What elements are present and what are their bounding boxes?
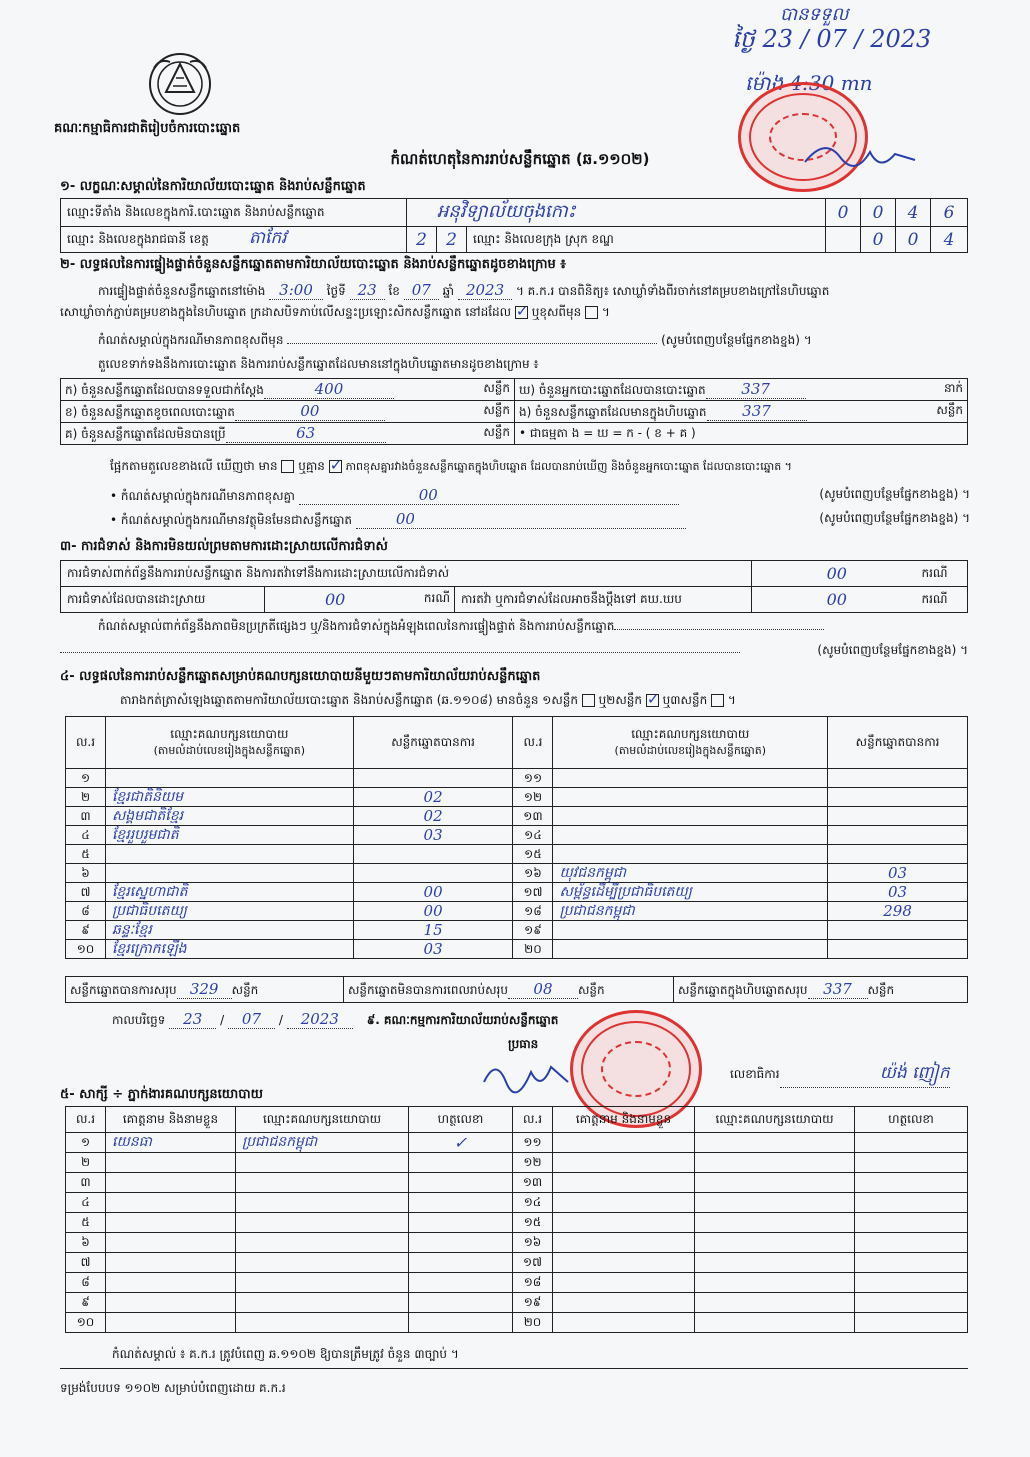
result-votes-right: 03 (828, 883, 968, 902)
result-party-left (105, 845, 353, 864)
witness-sign-right (855, 1193, 968, 1213)
organization-name: គណៈកម្មាធិការជាតិរៀបចំការបោះឆ្នោត (54, 121, 241, 136)
witness-name-right (553, 1273, 695, 1293)
total-valid: សន្លឹកឆ្នោតបានការសរុប 329 សន្លឹក (66, 977, 344, 1003)
witness-row (66, 1193, 968, 1213)
result-row (66, 788, 968, 807)
result-votes-right (828, 769, 968, 788)
witness-sign-left (409, 1173, 513, 1193)
witness-no-right: ២០ (513, 1313, 553, 1333)
witness-row (66, 1253, 968, 1273)
form-footer-note: ទម្រង់បែបបទ ១១០២ សម្រាប់បំពេញដោយ គ.ក.រ (60, 1381, 286, 1395)
result-votes-left: 00 (353, 883, 513, 902)
result-row (66, 883, 968, 902)
objection-row-1-label: ការជំទាស់ពាក់ព័ន្ធនឹងការរាប់សន្លឹកឆ្នោត និងការតវ៉ាទៅនឹងការដោះស្រាយលើការជំទាស់ (61, 561, 752, 587)
verification-time: 3:00 (269, 281, 323, 300)
witness-row (66, 1173, 968, 1193)
witness-name-left (106, 1273, 236, 1293)
witness-row (66, 1313, 968, 1333)
result-row (66, 807, 968, 826)
witness-name-left (106, 1313, 236, 1333)
result-no-right: ១៦ (513, 864, 553, 883)
witness-sign-right (855, 1253, 968, 1273)
verification-year: 2023 (458, 281, 512, 300)
tally-sheet-count-line: តារាងកត់ត្រាសំឡេងឆ្នោតតាមការិយាល័យបោះឆ្នោត និងរាប់សន្លឹកឆ្នោត (ឆ.១១០៨) មានចំនួន ១សន្លឹក ឬ២សន្លឹក ✓ ឬ៣សន្លឹក ។ (120, 692, 736, 710)
totals-table (65, 976, 968, 1003)
witness-party-left (236, 1273, 409, 1293)
figure-ko: គ) ចំនួនសន្លឹកឆ្នោតដែលមិនបានប្រើ 63 សន្លឹក (61, 423, 515, 445)
station-digit-2: 0 (861, 199, 896, 227)
witness-no-right: ១៦ (513, 1233, 553, 1253)
form-title: កំណត់ហេតុនៃការរាប់សន្លឹកឆ្នោត (ឆ.១១០២) (390, 150, 650, 168)
witness-sign-right (855, 1153, 968, 1173)
witness-row (66, 1293, 968, 1313)
objection-resolved-label: ការជំទាស់ដែលបានដោះស្រាយ (61, 587, 265, 613)
result-party-right: យុវជនកម្ពុជា (553, 864, 828, 883)
report-date-line: កាលបរិច្ឆេទ 23 / 07 / 2023 ៩. គណៈកម្មការការិយាល័យរាប់សន្លឹកឆ្នោត (112, 1010, 559, 1028)
result-votes-left (353, 845, 513, 864)
result-votes-left: 03 (353, 940, 513, 959)
section-3-heading: ៣- ការជំទាស់ និងការមិនយល់ព្រមតាមការដោះស្រាយលើការជំទាស់ (60, 539, 388, 554)
witness-party-right (695, 1233, 855, 1253)
result-votes-right (828, 807, 968, 826)
objection-row-1-value: 00 (752, 561, 922, 587)
witness-name-right (553, 1193, 695, 1213)
result-party-left: ខ្មែរក្រោកឡើង (105, 940, 353, 959)
witness-no-right: ១២ (513, 1153, 553, 1173)
verification-paragraph: ការផ្ទៀងផ្ទាត់ចំនួនសន្លឹកឆ្នោតនៅម៉ោង 3:00 ថ្ងៃទី 23 ខែ 07 ឆ្នាំ 2023 ។ គ.ក.រ បានពិនិត្យ៖ សោឃ្លាំទាំងពីរចាក់នៅគម្របខាងក្រៅនៃហិបឆ្នោត (98, 281, 830, 299)
nec-emblem-logo (140, 48, 220, 120)
handwritten-received-date: ថ្ងៃ 23 / 07 / 2023 (732, 25, 932, 53)
ballot-figures-table (60, 378, 968, 445)
result-row (66, 940, 968, 959)
witness-party-right (695, 1133, 855, 1153)
party-results-table (65, 716, 968, 959)
figure-kha: ខ) ចំនួនសន្លឹកឆ្នោតខូចពេលបោះឆ្នោត 00 សន្លឹក (61, 401, 515, 423)
commune-digit-1: 0 (861, 227, 896, 253)
result-votes-left: 02 (353, 788, 513, 807)
witness-no-left: ៦ (66, 1233, 106, 1253)
result-no-left: ៨ (66, 902, 106, 921)
witness-party-left (236, 1213, 409, 1233)
result-votes-left (353, 769, 513, 788)
result-row (66, 826, 968, 845)
result-votes-right (828, 940, 968, 959)
figure-ngo: ង) ចំនួនសន្លឹកឆ្នោតដែលមានក្នុងហិបឆ្នោត 337 សន្លឹក (515, 401, 968, 423)
witness-party-left (236, 1153, 409, 1173)
witness-name-right (553, 1293, 695, 1313)
result-no-left: ៣ (66, 807, 106, 826)
witness-name-left (106, 1213, 236, 1233)
witness-party-right (695, 1313, 855, 1333)
total-in-box: សន្លឹកឆ្នោតក្នុងហិបឆ្នោតសរុប 337 សន្លឹក (674, 977, 968, 1003)
witness-sign-left (409, 1253, 513, 1273)
witness-row (66, 1233, 968, 1253)
result-party-left: ឆន្ទៈខ្មែរ (105, 921, 353, 940)
result-party-right (553, 826, 828, 845)
witness-row (66, 1273, 968, 1293)
witness-no-left: ៣ (66, 1173, 106, 1193)
difference-check-line: ផ្អែកតាមតួលេខខាងលើ ឃើញថា មាន ឬគ្មាន ✓ ភាពខុសគ្នារវាងចំនួនសន្លឹកឆ្នោតក្នុងហិបឆ្នោត ដែលបានរាប់ឃើញ និងចំនួនអ្នកបោះឆ្នោត ដែលបានបោះឆ្នោត ។ (110, 458, 970, 476)
witness-name-right (553, 1173, 695, 1193)
result-party-right (553, 769, 828, 788)
same-as-before-checkbox[interactable] (515, 306, 528, 319)
province-num-1: 2 (407, 227, 437, 253)
province-label: ឈ្មោះ និងលេខក្នុងរាជធានី ខេត្ត តាកែវ (61, 227, 407, 253)
section-1-heading: ១- លក្ខណៈសម្គាល់នៃការិយាល័យបោះឆ្នោត និងរាប់សន្លឹកឆ្នោត (60, 179, 366, 194)
commune-blank (826, 227, 861, 253)
result-votes-left: 02 (353, 807, 513, 826)
witness-no-left: ៨ (66, 1273, 106, 1293)
result-row (66, 845, 968, 864)
col-votes-left: សន្លឹកឆ្នោតបានការ (353, 717, 513, 769)
result-party-right (553, 940, 828, 959)
witness-no-right: ១៣ (513, 1173, 553, 1193)
witness-party-right (695, 1193, 855, 1213)
chair-label: ប្រធាន (508, 1037, 539, 1051)
station-digit-4: 6 (931, 199, 968, 227)
witness-no-right: ១១ (513, 1133, 553, 1153)
witness-party-left (236, 1313, 409, 1333)
result-no-left: ៩ (66, 921, 106, 940)
handwritten-received-note: បានទទួល (780, 4, 849, 25)
witness-party-left (236, 1253, 409, 1273)
witness-row (66, 1153, 968, 1173)
result-party-right (553, 845, 828, 864)
witness-col-sign-left: ហត្ថលេខា (409, 1107, 513, 1133)
chair-signature (476, 1052, 576, 1097)
witness-no-right: ១៨ (513, 1273, 553, 1293)
result-party-right: សម្ព័ន្ធដើម្បីប្រជាធិបតេយ្យ (553, 883, 828, 902)
witness-party-left (236, 1293, 409, 1313)
witness-col-party-right: ឈ្មោះគណបក្សនយោបាយ (695, 1107, 855, 1133)
signature-top-right (800, 132, 920, 182)
no-difference-checkbox[interactable] (329, 460, 342, 473)
witness-sign-left (409, 1153, 513, 1173)
col-votes-right: សន្លឹកឆ្នោតបានការ (828, 717, 968, 769)
witness-name-left (106, 1253, 236, 1273)
witness-name-right (553, 1133, 695, 1153)
result-votes-right (828, 845, 968, 864)
result-votes-right (828, 788, 968, 807)
witness-name-right (553, 1233, 695, 1253)
col-party-right: ឈ្មោះគណបក្សនយោបាយ (តាមលំដាប់លេខរៀងក្នុងសន្លឹកឆ្នោត) (553, 717, 828, 769)
witness-sign-left (409, 1233, 513, 1253)
witness-name-right (553, 1313, 695, 1333)
result-no-left: ១០ (66, 940, 106, 959)
objection-appeal-value: 00 (752, 587, 922, 613)
witness-no-right: ១៩ (513, 1293, 553, 1313)
objection-row-1-unit: ករណី (922, 561, 968, 587)
result-party-left: ខ្មែររួបរួមជាតិ (105, 826, 353, 845)
secretary-line: លេខាធិការ យ៉ង់ ញៀក (730, 1062, 970, 1088)
section-4-heading: ៤- លទ្ធផលនៃការរាប់សន្លឹកឆ្នោតសម្រាប់គណបក្សនយោបាយនីមួយៗតាមការិយាល័យរាប់សន្លឹកឆ្នោត (60, 669, 541, 684)
witness-col-name-left: គោត្តនាម និងនាមខ្លួន (106, 1107, 236, 1133)
witness-sign-right (855, 1233, 968, 1253)
witness-sign-right (855, 1273, 968, 1293)
witness-no-left: ៩ (66, 1293, 106, 1313)
witness-row (66, 1213, 968, 1233)
result-party-right (553, 921, 828, 940)
witness-table (65, 1106, 968, 1333)
witness-no-left: ៥ (66, 1213, 106, 1233)
result-no-right: ១៥ (513, 845, 553, 864)
witness-col-no-right: ល.រ (513, 1107, 553, 1133)
witness-name-left (106, 1153, 236, 1173)
verification-day: 23 (350, 281, 385, 300)
station-digit-3: 4 (896, 199, 931, 227)
result-votes-right: 03 (828, 864, 968, 883)
witness-party-left (236, 1193, 409, 1213)
witness-party-right (695, 1273, 855, 1293)
difference-note-line: កំណត់សម្គាល់ក្នុងករណីមានភាពខុសពីមុន (សូមបំពេញបន្ថែមផ្នែកខាងខ្នង) ។ (98, 333, 812, 347)
changed-checkbox[interactable] (585, 306, 598, 319)
two-sheets-checkbox[interactable] (646, 694, 659, 707)
non-ballot-note: • កំណត់សម្គាល់ក្នុងករណីមានវត្ថុមិនមែនជាសន្លឹកឆ្នោត 00 (សូមបំពេញបន្ថែមផ្នែកខាងខ្នង) ។ (110, 510, 970, 528)
footnote: កំណត់សម្គាល់ ៖ គ.ក.រ ត្រូវបំពេញ ឆ.១១០២ ឱ្យបានត្រឹមត្រូវ ចំនួន ៣ច្បាប់ ។ (112, 1347, 459, 1361)
section-5-heading: ៥- សាក្សី ÷ ភ្នាក់ងារគណបក្សនយោបាយ (60, 1087, 263, 1102)
result-votes-left (353, 864, 513, 883)
seal-status-line: សោឃ្លាំចាក់ភ្ជាប់គម្របខាងក្នុងនៃហិបឆ្នោត ក្រដាសបិទភាប់លើសន្ទះប្រឡោះសិកសន្លឹកឆ្នោត នៅដដែល ✓ ឬខុសពីមុន ។ (60, 304, 960, 322)
result-party-right (553, 788, 828, 807)
one-sheet-checkbox[interactable] (582, 694, 595, 707)
result-row (66, 921, 968, 940)
irregularity-note: កំណត់សម្គាល់ពាក់ព័ន្ធនឹងភាពមិនប្រក្រតីផ្សេងៗ ឬ/និងការជំទាស់ក្នុងអំឡុងពេលនៃការផ្ទៀងផ្ទាត់ និងការរាប់សន្លឹកឆ្នោត (98, 618, 968, 636)
verification-month: 07 (404, 281, 439, 300)
witness-name-left (106, 1193, 236, 1213)
result-party-left: ប្រជាធិបតេយ្យ (105, 902, 353, 921)
result-party-right (553, 807, 828, 826)
figure-kho: ឃ) ចំនួនអ្នកបោះឆ្នោតដែលបានបោះឆ្នោត 337 នាក់ (515, 379, 968, 401)
witness-sign-left: ✓ (409, 1133, 513, 1153)
three-sheets-checkbox[interactable] (711, 694, 724, 707)
witness-sign-left (409, 1193, 513, 1213)
witness-party-left: ប្រជាជនកម្ពុជា (236, 1133, 409, 1153)
witness-no-left: ១ (66, 1133, 106, 1153)
result-no-left: ៧ (66, 883, 106, 902)
col-no-left: ល.រ (66, 717, 106, 769)
objection-appeal-label: ការតវ៉ា ឬការជំទាស់ដែលអាចនឹងប្តឹងទៅ គឃ.ឃប (455, 587, 752, 613)
result-no-right: ១៩ (513, 921, 553, 940)
handwritten-received-time: ម៉ោង 4:30 mn (745, 71, 873, 95)
witness-sign-right (855, 1313, 968, 1333)
witness-sign-left (409, 1313, 513, 1333)
result-no-right: ១៨ (513, 902, 553, 921)
witness-name-left (106, 1173, 236, 1193)
objection-appeal-unit: ករណី (922, 587, 968, 613)
witness-party-left (236, 1173, 409, 1193)
result-no-right: ២០ (513, 940, 553, 959)
has-difference-checkbox[interactable] (281, 460, 294, 473)
witness-col-no-left: ល.រ (66, 1107, 106, 1133)
figure-ka: ក) ចំនួនសន្លឹកឆ្នោតដែលបានទទួលជាក់ស្តែង 400 សន្លឹក (61, 379, 515, 401)
province-num-2: 2 (437, 227, 467, 253)
result-no-right: ១២ (513, 788, 553, 807)
result-party-left: ខ្មែរស្នេហាជាតិ (105, 883, 353, 902)
witness-sign-left (409, 1293, 513, 1313)
witness-party-right (695, 1153, 855, 1173)
objection-resolved-cell: 00 ករណី (265, 587, 455, 613)
result-votes-left: 03 (353, 826, 513, 845)
col-party-left: ឈ្មោះគណបក្សនយោបាយ (តាមលំដាប់លេខរៀងក្នុងសន្លឹកឆ្នោត) (105, 717, 353, 769)
result-no-left: ១ (66, 769, 106, 788)
witness-party-right (695, 1293, 855, 1313)
result-votes-left: 15 (353, 921, 513, 940)
difference-note: • កំណត់សម្គាល់ក្នុងករណីមានភាពខុសគ្នា 00 (សូមបំពេញបន្ថែមផ្នែកខាងខ្នង) ។ (110, 486, 970, 504)
footer-rule (60, 1368, 968, 1369)
witness-no-right: ១៤ (513, 1193, 553, 1213)
witness-party-left (236, 1233, 409, 1253)
witness-party-right (695, 1253, 855, 1273)
commune-digit-3: 4 (931, 227, 968, 253)
result-no-right: ១៧ (513, 883, 553, 902)
witness-sign-right (855, 1173, 968, 1193)
witness-party-right (695, 1173, 855, 1193)
section-1-table (60, 198, 968, 253)
result-no-left: ២ (66, 788, 106, 807)
result-row (66, 864, 968, 883)
objections-table (60, 560, 968, 613)
witness-name-right (553, 1253, 695, 1273)
result-no-right: ១១ (513, 769, 553, 788)
witness-party-right (695, 1213, 855, 1233)
witness-col-party-left: ឈ្មោះគណបក្សនយោបាយ (236, 1107, 409, 1133)
witness-col-sign-right: ហត្ថលេខា (855, 1107, 968, 1133)
result-row (66, 769, 968, 788)
result-votes-left: 00 (353, 902, 513, 921)
commune-label: ឈ្មោះ និងលេខក្រុង ស្រុក ខណ្ឌ (467, 227, 826, 253)
result-party-left (105, 769, 353, 788)
col-no-right: ល.រ (513, 717, 553, 769)
witness-no-left: ១០ (66, 1313, 106, 1333)
witness-sign-left (409, 1273, 513, 1293)
result-party-left: ខ្មែរជាតិនិយម (105, 788, 353, 807)
witness-no-left: ២ (66, 1153, 106, 1173)
station-label: ឈ្មោះទីតាំង និងលេខក្នុងការិ.បោះឆ្នោត និងរាប់សន្លឹកឆ្នោត (61, 199, 407, 227)
witness-sign-right (855, 1133, 968, 1153)
result-no-left: ៤ (66, 826, 106, 845)
station-name-value: អនុវិទ្យាល័យ​ចុងកោះ (407, 199, 826, 227)
witness-sign-right (855, 1293, 968, 1313)
witness-sign-left (409, 1213, 513, 1233)
result-party-left (105, 864, 353, 883)
total-invalid: សន្លឹកឆ្នោតមិនបានការពេលរាប់សរុប 08 សន្លឹក (344, 977, 674, 1003)
result-no-right: ១៤ (513, 826, 553, 845)
witness-name-right (553, 1213, 695, 1233)
witness-no-right: ១៧ (513, 1253, 553, 1273)
witness-col-name-right: គោត្តនាម និងនាមខ្លួន (553, 1107, 695, 1133)
result-party-right: ប្រជាជនកម្ពុជា (553, 902, 828, 921)
result-votes-right (828, 826, 968, 845)
result-party-left: សង្គមជាតិខ្មែរ (105, 807, 353, 826)
section-2-heading: ២- លទ្ធផលនៃការផ្ទៀងផ្ទាត់ចំនួនសន្លឹកឆ្នោតតាមការិយាល័យបោះឆ្នោត និងរាប់សន្លឹកឆ្នោតដូចខាងក្រោម ៖ (60, 257, 566, 272)
witness-name-left (106, 1293, 236, 1313)
figure-formula: • ជាធម្មតា ង = ឃ = ក - ( ខ + គ ) (515, 423, 968, 445)
witness-name-left: យេនធា (106, 1133, 236, 1153)
result-no-left: ៦ (66, 864, 106, 883)
witness-row (66, 1133, 968, 1153)
witness-no-left: ៧ (66, 1253, 106, 1273)
result-no-left: ៥ (66, 845, 106, 864)
result-no-right: ១៣ (513, 807, 553, 826)
result-votes-right: 298 (828, 902, 968, 921)
result-row (66, 902, 968, 921)
witness-name-left (106, 1233, 236, 1253)
figures-intro: តួលេខទាក់ទងនឹងការបោះឆ្នោត និងការរាប់សន្លឹកឆ្នោតដែលមាននៅក្នុងហិបឆ្នោតមានដូចខាងក្រោម ៖ (98, 357, 539, 371)
witness-no-left: ៤ (66, 1193, 106, 1213)
result-votes-right (828, 921, 968, 940)
witness-no-right: ១៥ (513, 1213, 553, 1233)
station-digit-1: 0 (826, 199, 861, 227)
witness-name-right (553, 1153, 695, 1173)
witness-sign-right (855, 1213, 968, 1233)
irregularity-note-line2: (សូមបំពេញបន្ថែមផ្នែកខាងខ្នង) ។ (60, 642, 968, 660)
commune-digit-2: 0 (896, 227, 931, 253)
